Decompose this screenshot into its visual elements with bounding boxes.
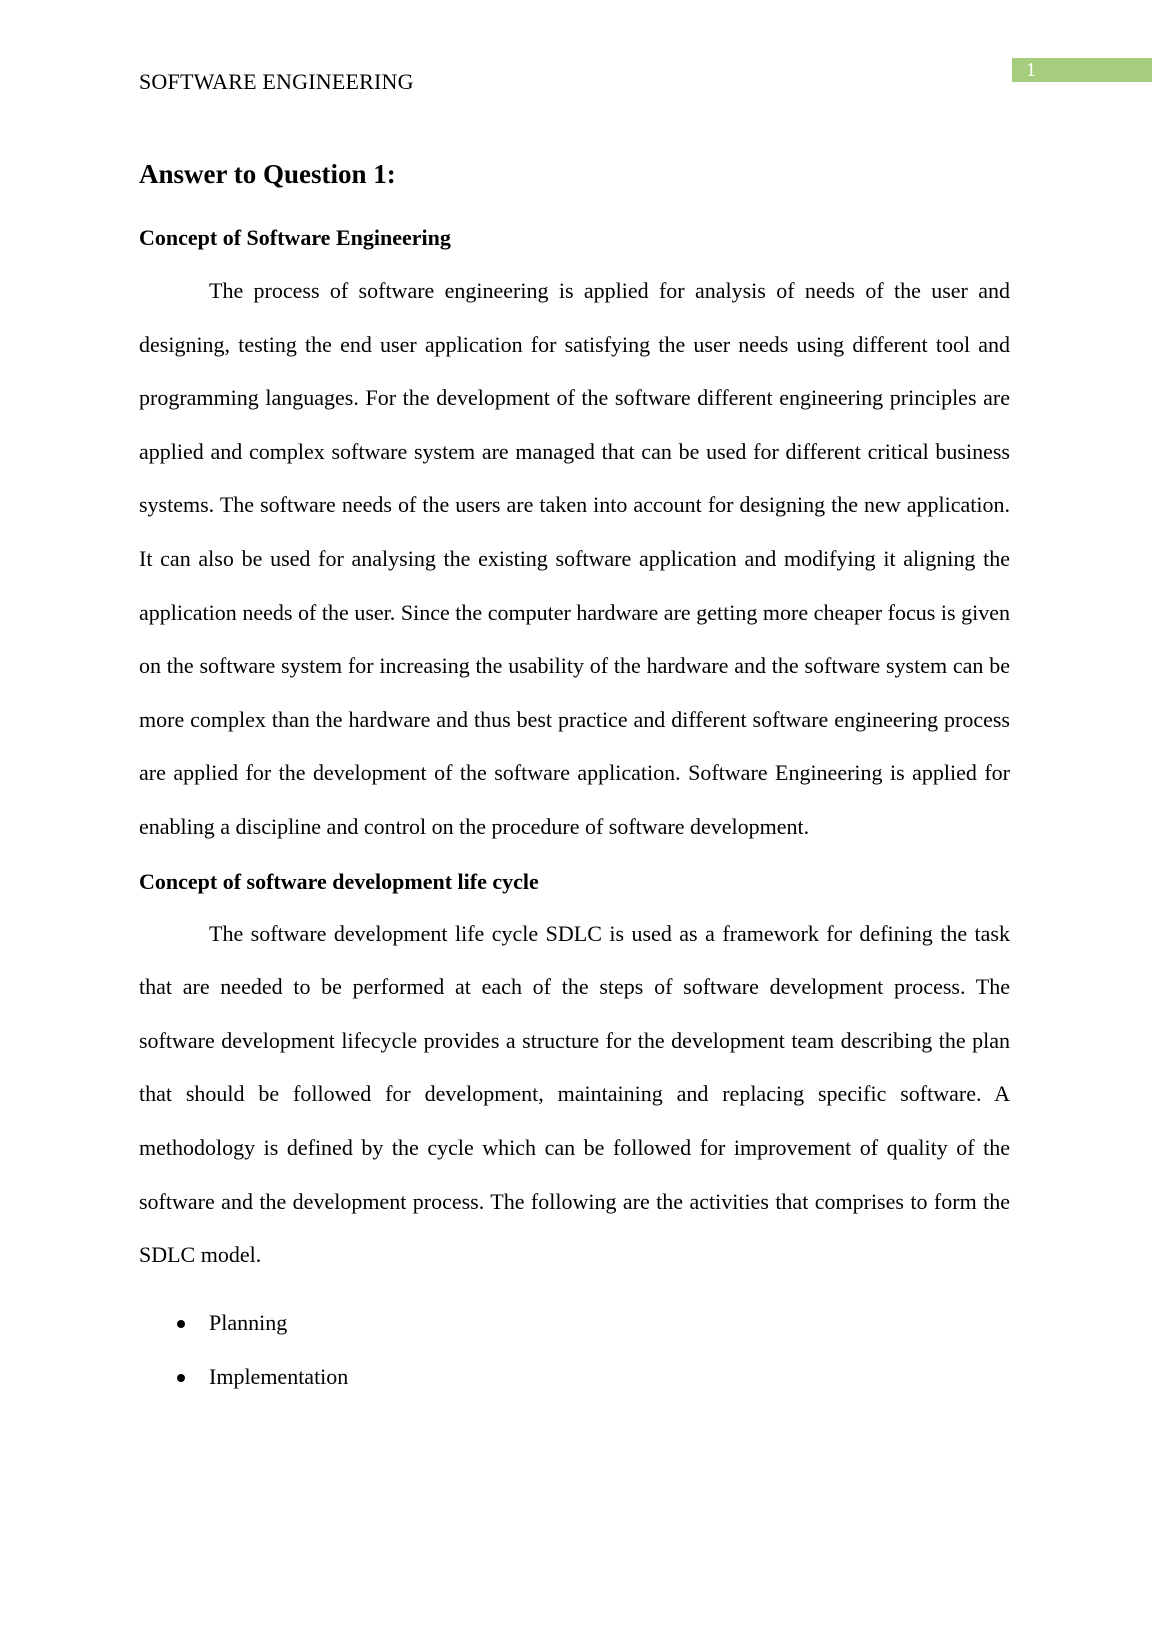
paragraph-sdlc: The software development life cycle SDLC is used as a framework for defining the task that are needed to be performed at each of the steps of software development process. The software development lifecycle provides a structure for the development team describing the plan that should be followed for development, maintaining and replacing specific software. A methodology is defined by the cycle which can be followed for improvement of quality of the software and the development process. The following are the activities that comprises to form the SDLC model. [139,920,1010,1268]
section-heading-sdlc: Concept of software development life cycle [139,868,539,894]
bullet-icon [177,1374,185,1382]
section-heading-software-engineering: Concept of Software Engineering [139,225,451,250]
list-item-label: Implementation [209,1363,349,1389]
list-item [139,1350,1010,1404]
bullet-icon [177,1320,185,1328]
paragraph-software-engineering: The process of software engineering is applied for analysis of needs of the user and designing, testing the end user application for satisfying the user needs using different tool and programming languages. For the development of the software different engineering principles are applied and complex software system are managed that can be used for different critical business systems. The software needs of the users are taken into account for designing the new application. It can also be used for analysing the existing software application and modifying it aligning the application needs of the user. Since the computer hardware are getting more cheaper focus is given on the software system for increasing the usability of the hardware and the software system can be more complex than the hardware and thus best practice and different software engineering process are applied for the development of the software application. Software Engineering is applied for enabling a discipline and control on the procedure of software development. [139,278,1010,839]
list-item [139,1296,1010,1350]
page-number-badge [1012,58,1152,82]
document-body [139,157,1010,1404]
answer-heading: Answer to Question 1: [139,159,396,189]
sdlc-activities-list [139,1296,1010,1404]
page-number: 1 [1026,59,1036,81]
running-head: SOFTWARE ENGINEERING [139,69,414,94]
list-item-label: Planning [209,1309,288,1335]
